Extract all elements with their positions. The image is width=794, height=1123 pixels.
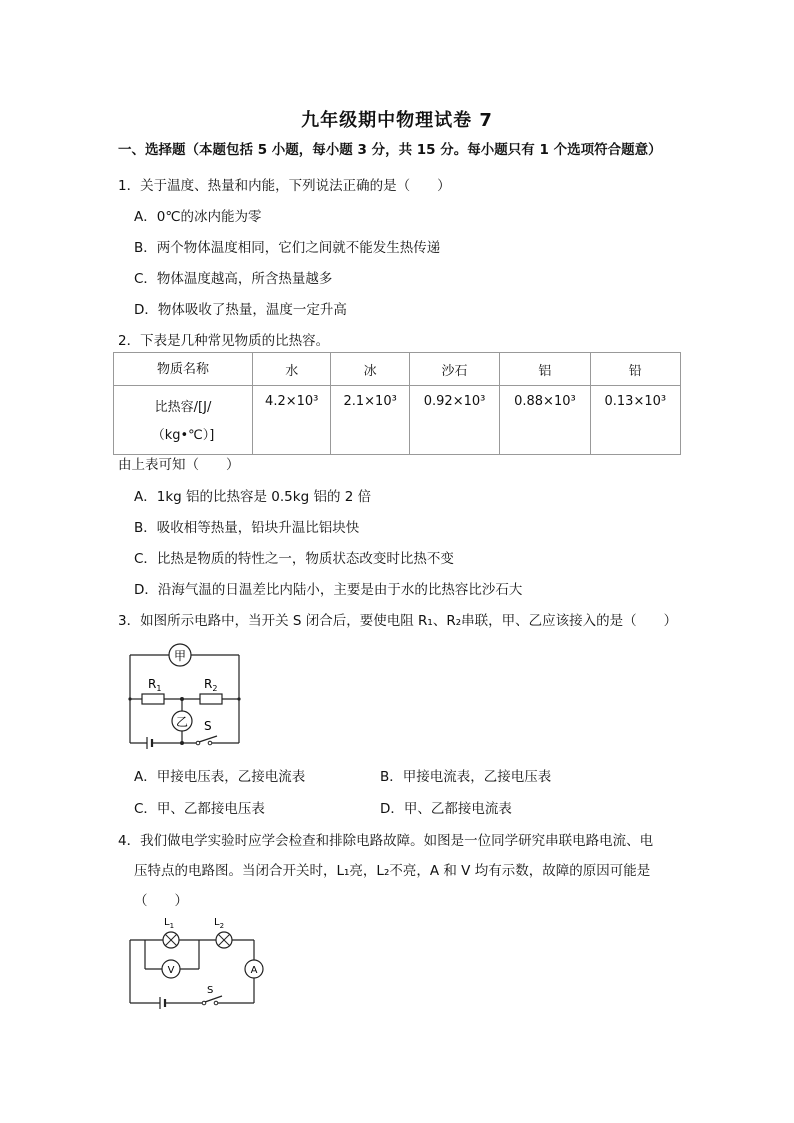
specific-heat-table (113, 352, 681, 455)
question-2-option-c: C．比热是物质的特性之一，物质状态改变时比热不变 (134, 551, 454, 567)
junction-dot (180, 741, 184, 745)
page-title: 九年级期中物理试卷 7 (301, 110, 493, 131)
question-1-option-d: D．物体吸收了热量，温度一定升高 (134, 302, 347, 318)
row-label-line-2: （kg•℃）] (151, 428, 215, 443)
table-cell: 4.2×10³ (253, 386, 331, 455)
question-3-option-a: A．甲接电压表，乙接电流表 (134, 769, 306, 785)
table-row-label (114, 386, 253, 455)
question-4-stem-line-3: （ ） (134, 893, 188, 909)
section-heading: 一、选择题（本题包括 5 小题，每小题 3 分，共 15 分。每小题只有 1 个选项符合题意） (118, 142, 662, 158)
table-row (114, 386, 681, 455)
lamp-l1-icon (163, 932, 179, 948)
resistor-r1-icon (142, 694, 164, 704)
question-4-stem-line-2: 压特点的电路图。当闭合开关时，L₁亮，L₂不亮，A 和 V 均有示数，故障的原因可能是 (134, 863, 651, 879)
question-3-option-b: B．甲接电流表，乙接电压表 (380, 769, 552, 785)
resistor-r2-label: $R_2$ (204, 677, 218, 693)
question-4-stem-line-1: 4．我们做电学实验时应学会检查和排除电路故障。如图是一位同学研究串联电路电流、电 (118, 833, 654, 849)
junction-dot (180, 697, 184, 701)
table-header-cell: 冰 (331, 353, 409, 386)
question-2-option-b: B．吸收相等热量，铅块升温比铝块快 (134, 520, 360, 536)
question-1-option-a: A．0℃的冰内能为零 (134, 209, 262, 225)
table-header-cell: 沙石 (409, 353, 499, 386)
switch-label: S (204, 719, 212, 733)
lamp-l2-label: $L_2$ (214, 917, 225, 930)
question-3-stem: 3．如图所示电路中，当开关 S 闭合后，要使电阻 R₁、R₂串联，甲、乙应该接入的是（ ） (118, 613, 678, 629)
lamp-l2-icon (216, 932, 232, 948)
resistor-r1-label: $R_1$ (148, 677, 162, 693)
table-header-cell: 铝 (500, 353, 590, 386)
battery-icon (147, 737, 152, 749)
question-3-option-c: C．甲、乙都接电压表 (134, 801, 265, 817)
circuit-diagram-q4 (120, 912, 280, 1012)
circuit-diagram-q3 (120, 640, 250, 755)
question-1-option-b: B．两个物体温度相同，它们之间就不能发生热传递 (134, 240, 441, 256)
question-3-option-d: D．甲、乙都接电流表 (380, 801, 512, 817)
meter-yi-label: 乙 (175, 715, 189, 729)
table-cell: 0.92×10³ (409, 386, 499, 455)
ammeter-label: A (250, 965, 258, 976)
question-1-stem: 1．关于温度、热量和内能，下列说法正确的是（ ） (118, 178, 451, 194)
table-cell: 2.1×10³ (331, 386, 409, 455)
question-1-option-c: C．物体温度越高，所含热量越多 (134, 271, 333, 287)
table-header-cell: 铅 (590, 353, 680, 386)
question-2-option-a: A．1kg 铝的比热容是 0.5kg 铝的 2 倍 (134, 489, 372, 505)
table-header-row (114, 353, 681, 386)
question-2-option-d: D．沿海气温的日温差比内陆小，主要是由于水的比热容比沙石大 (134, 582, 523, 598)
table-header-cell: 物质名称 (114, 353, 253, 386)
table-cell: 0.13×10³ (590, 386, 680, 455)
lamp-l1-label: $L_1$ (164, 917, 175, 930)
question-2-follow: 由上表可知（ ） (118, 457, 240, 473)
resistor-r2-icon (200, 694, 222, 704)
question-2-stem: 2．下表是几种常见物质的比热容。 (118, 333, 330, 349)
meter-jia-label: 甲 (173, 649, 187, 663)
battery-icon (160, 997, 165, 1009)
junction-dot (128, 697, 131, 700)
row-label-line-1: 比热容/[J/ (154, 400, 212, 415)
table-cell: 0.88×10³ (500, 386, 590, 455)
voltmeter-label: V (167, 965, 175, 976)
junction-dot (237, 697, 240, 700)
switch-label: S (207, 985, 214, 996)
table-header-cell: 水 (253, 353, 331, 386)
